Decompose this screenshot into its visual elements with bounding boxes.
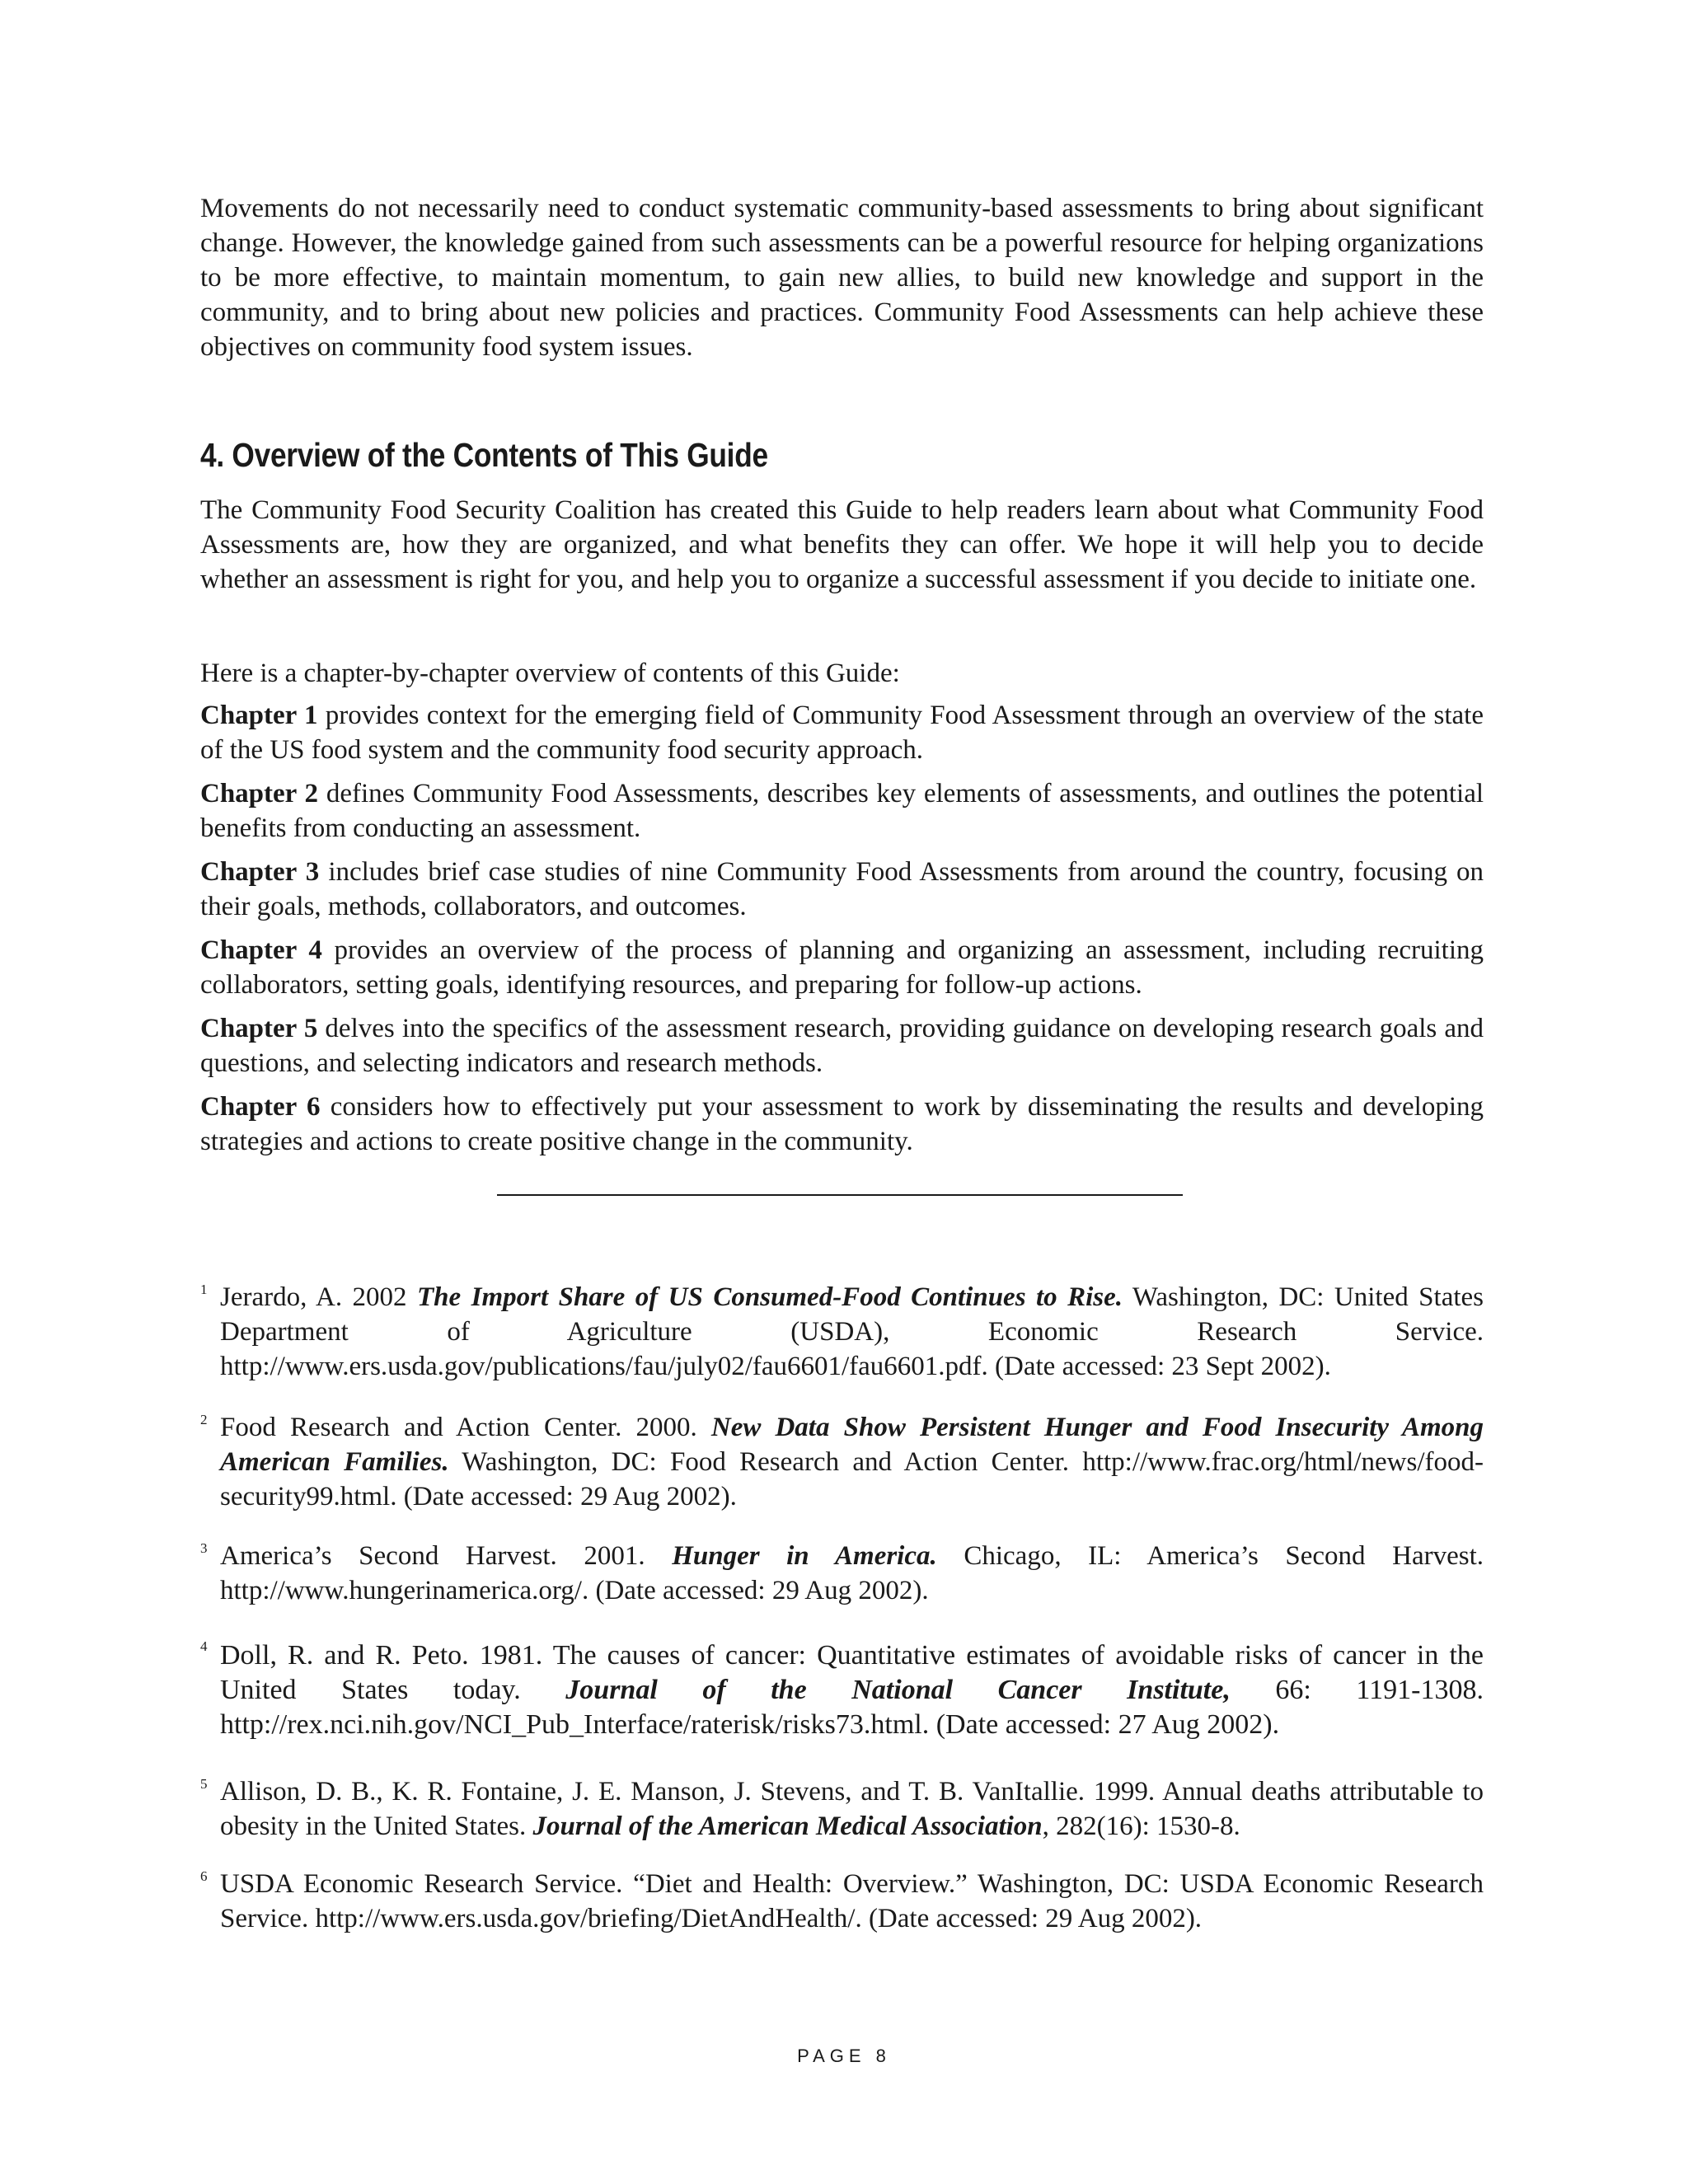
chapter-description: includes brief case studies of nine Community Food Assessments from around the country, focusing on their goals, methods, collaborators, and outcomes. [200, 857, 1484, 921]
chapter-list [200, 698, 1484, 1168]
footnote [200, 1867, 1484, 1936]
citation-title: Hunger in America. [672, 1541, 937, 1571]
footnote-divider [497, 1194, 1183, 1196]
chapter-item [200, 1090, 1484, 1159]
chapter-item [200, 776, 1484, 846]
citation-source: Chicago, IL: America’s Second Harvest. http://www.hungerinamerica.org/. (Date accessed: 29 Aug 2002). [220, 1541, 1484, 1605]
footnote [200, 1774, 1484, 1844]
citation-authors: Doll, R. and R. Peto. 1981. The causes of cancer: Quantitative estimates of avoidable risks of cancer in the United States today. [220, 1640, 1484, 1705]
chapter-description: provides an overview of the process of planning and organizing an assessment, including recruiting collaborators, setting goals, identifying resources, and preparing for follow-up actions. [200, 935, 1484, 1000]
footnote-number: 2 [200, 1412, 208, 1427]
citation-authors: Food Research and Action Center. 2000. [220, 1413, 711, 1442]
footnote-text [220, 1867, 1484, 1936]
section-heading: 4. Overview of the Contents of This Guide [200, 436, 768, 474]
chapter-description: considers how to effectively put your assessment to work by disseminating the results and developing strategies and actions to create positive change in the community. [200, 1092, 1484, 1156]
footnote-number: 5 [200, 1776, 208, 1792]
footnote-number: 6 [200, 1868, 208, 1884]
citation-authors: USDA Economic Research Service. “Diet and Health: Overview.” Washington, DC: USDA Economic Research Service. http://www.ers.usda.gov/briefing/DietAndHealth/. (Date accessed: 29 Aug 2002). [220, 1869, 1484, 1933]
citation-source: Washington, DC: Food Research and Action Center. http://www.frac.org/html/news/food-security99.html. (Date accessed: 29 Aug 2002). [220, 1447, 1484, 1511]
citation-title: Journal of the National Cancer Institute, [565, 1675, 1231, 1705]
chapter-item [200, 1011, 1484, 1080]
chapter-description: delves into the specifics of the assessment research, providing guidance on developing research goals and questions, and selecting indicators and research methods. [200, 1014, 1484, 1078]
chapter-item [200, 933, 1484, 1002]
footnote-number: 1 [200, 1282, 208, 1297]
chapter-label: Chapter 6 [200, 1092, 321, 1122]
footnote [200, 1539, 1484, 1608]
footnote [200, 1410, 1484, 1514]
citation-authors: Allison, D. B., K. R. Fontaine, J. E. Manson, J. Stevens, and T. B. VanItallie. 1999. Annual deaths attributable to obesity in the United States. [220, 1777, 1484, 1841]
citation-authors: Jerardo, A. 2002 [220, 1282, 417, 1312]
chapter-description: defines Community Food Assessments, describes key elements of assessments, and outlines the potential benefits from conducting an assessment. [200, 779, 1484, 843]
chapter-label: Chapter 3 [200, 857, 320, 887]
footnote-text [220, 1280, 1484, 1384]
chapter-label: Chapter 2 [200, 779, 319, 808]
citation-title: Journal of the American Medical Association [532, 1811, 1043, 1841]
footnote-text [220, 1539, 1484, 1608]
chapter-label: Chapter 1 [200, 701, 318, 730]
citation-source: , 282(16): 1530-8. [1042, 1811, 1240, 1841]
chapter-label: Chapter 4 [200, 935, 322, 965]
chapter-item [200, 698, 1484, 767]
footnote-number: 3 [200, 1540, 208, 1556]
footnote [200, 1280, 1484, 1384]
chapter-item [200, 855, 1484, 924]
citation-source: Washington, DC: United States Department of Agriculture (USDA), Economic Research Service. http://www.ers.usda.gov/publications/fau/july02/fau6601/fau6601.pdf. (Date accessed: 23 Sept 2002). [220, 1282, 1484, 1381]
page-number: PAGE 8 [797, 2046, 891, 2066]
footnote-text [220, 1774, 1484, 1844]
citation-authors: America’s Second Harvest. 2001. [220, 1541, 673, 1571]
footnote-text [220, 1410, 1484, 1514]
citation-source: 66: 1191-1308. http://rex.nci.nih.gov/NCI_Pub_Interface/raterisk/risks73.html. (Date accessed: 27 Aug 2002). [220, 1675, 1484, 1740]
citation-title: New Data Show Persistent Hunger and Food Insecurity Among American Families. [220, 1413, 1484, 1477]
overview-paragraph: The Community Food Security Coalition has created this Guide to help readers learn about what Community Food Assessments are, how they are organized, and what benefits they can offer. We hope it will help you to decide whether an assessment is right for you, and help you to organize a successful assessment if you decide to initiate one. [200, 495, 1484, 594]
citation-title: The Import Share of US Consumed-Food Continues to Rise. [417, 1282, 1123, 1312]
chapter-overview-lead: Here is a chapter-by-chapter overview of contents of this Guide: [200, 658, 900, 688]
footnote-number: 4 [200, 1638, 208, 1654]
footnote-text [220, 1638, 1484, 1742]
chapter-label: Chapter 5 [200, 1014, 318, 1043]
footnote [200, 1638, 1484, 1742]
intro-paragraph: Movements do not necessarily need to conduct systematic community-based assessments to bring about significant change. However, the knowledge gained from such assessments can be a powerful resource for helping organizations to be more effective, to maintain momentum, to gain new allies, to build new knowledge and support in the community, and to bring about new policies and practices. Community Food Assessments can help achieve these objectives on community food system issues. [200, 194, 1484, 362]
chapter-description: provides context for the emerging field of Community Food Assessment through an overview of the state of the US food system and the community food security approach. [200, 701, 1484, 765]
